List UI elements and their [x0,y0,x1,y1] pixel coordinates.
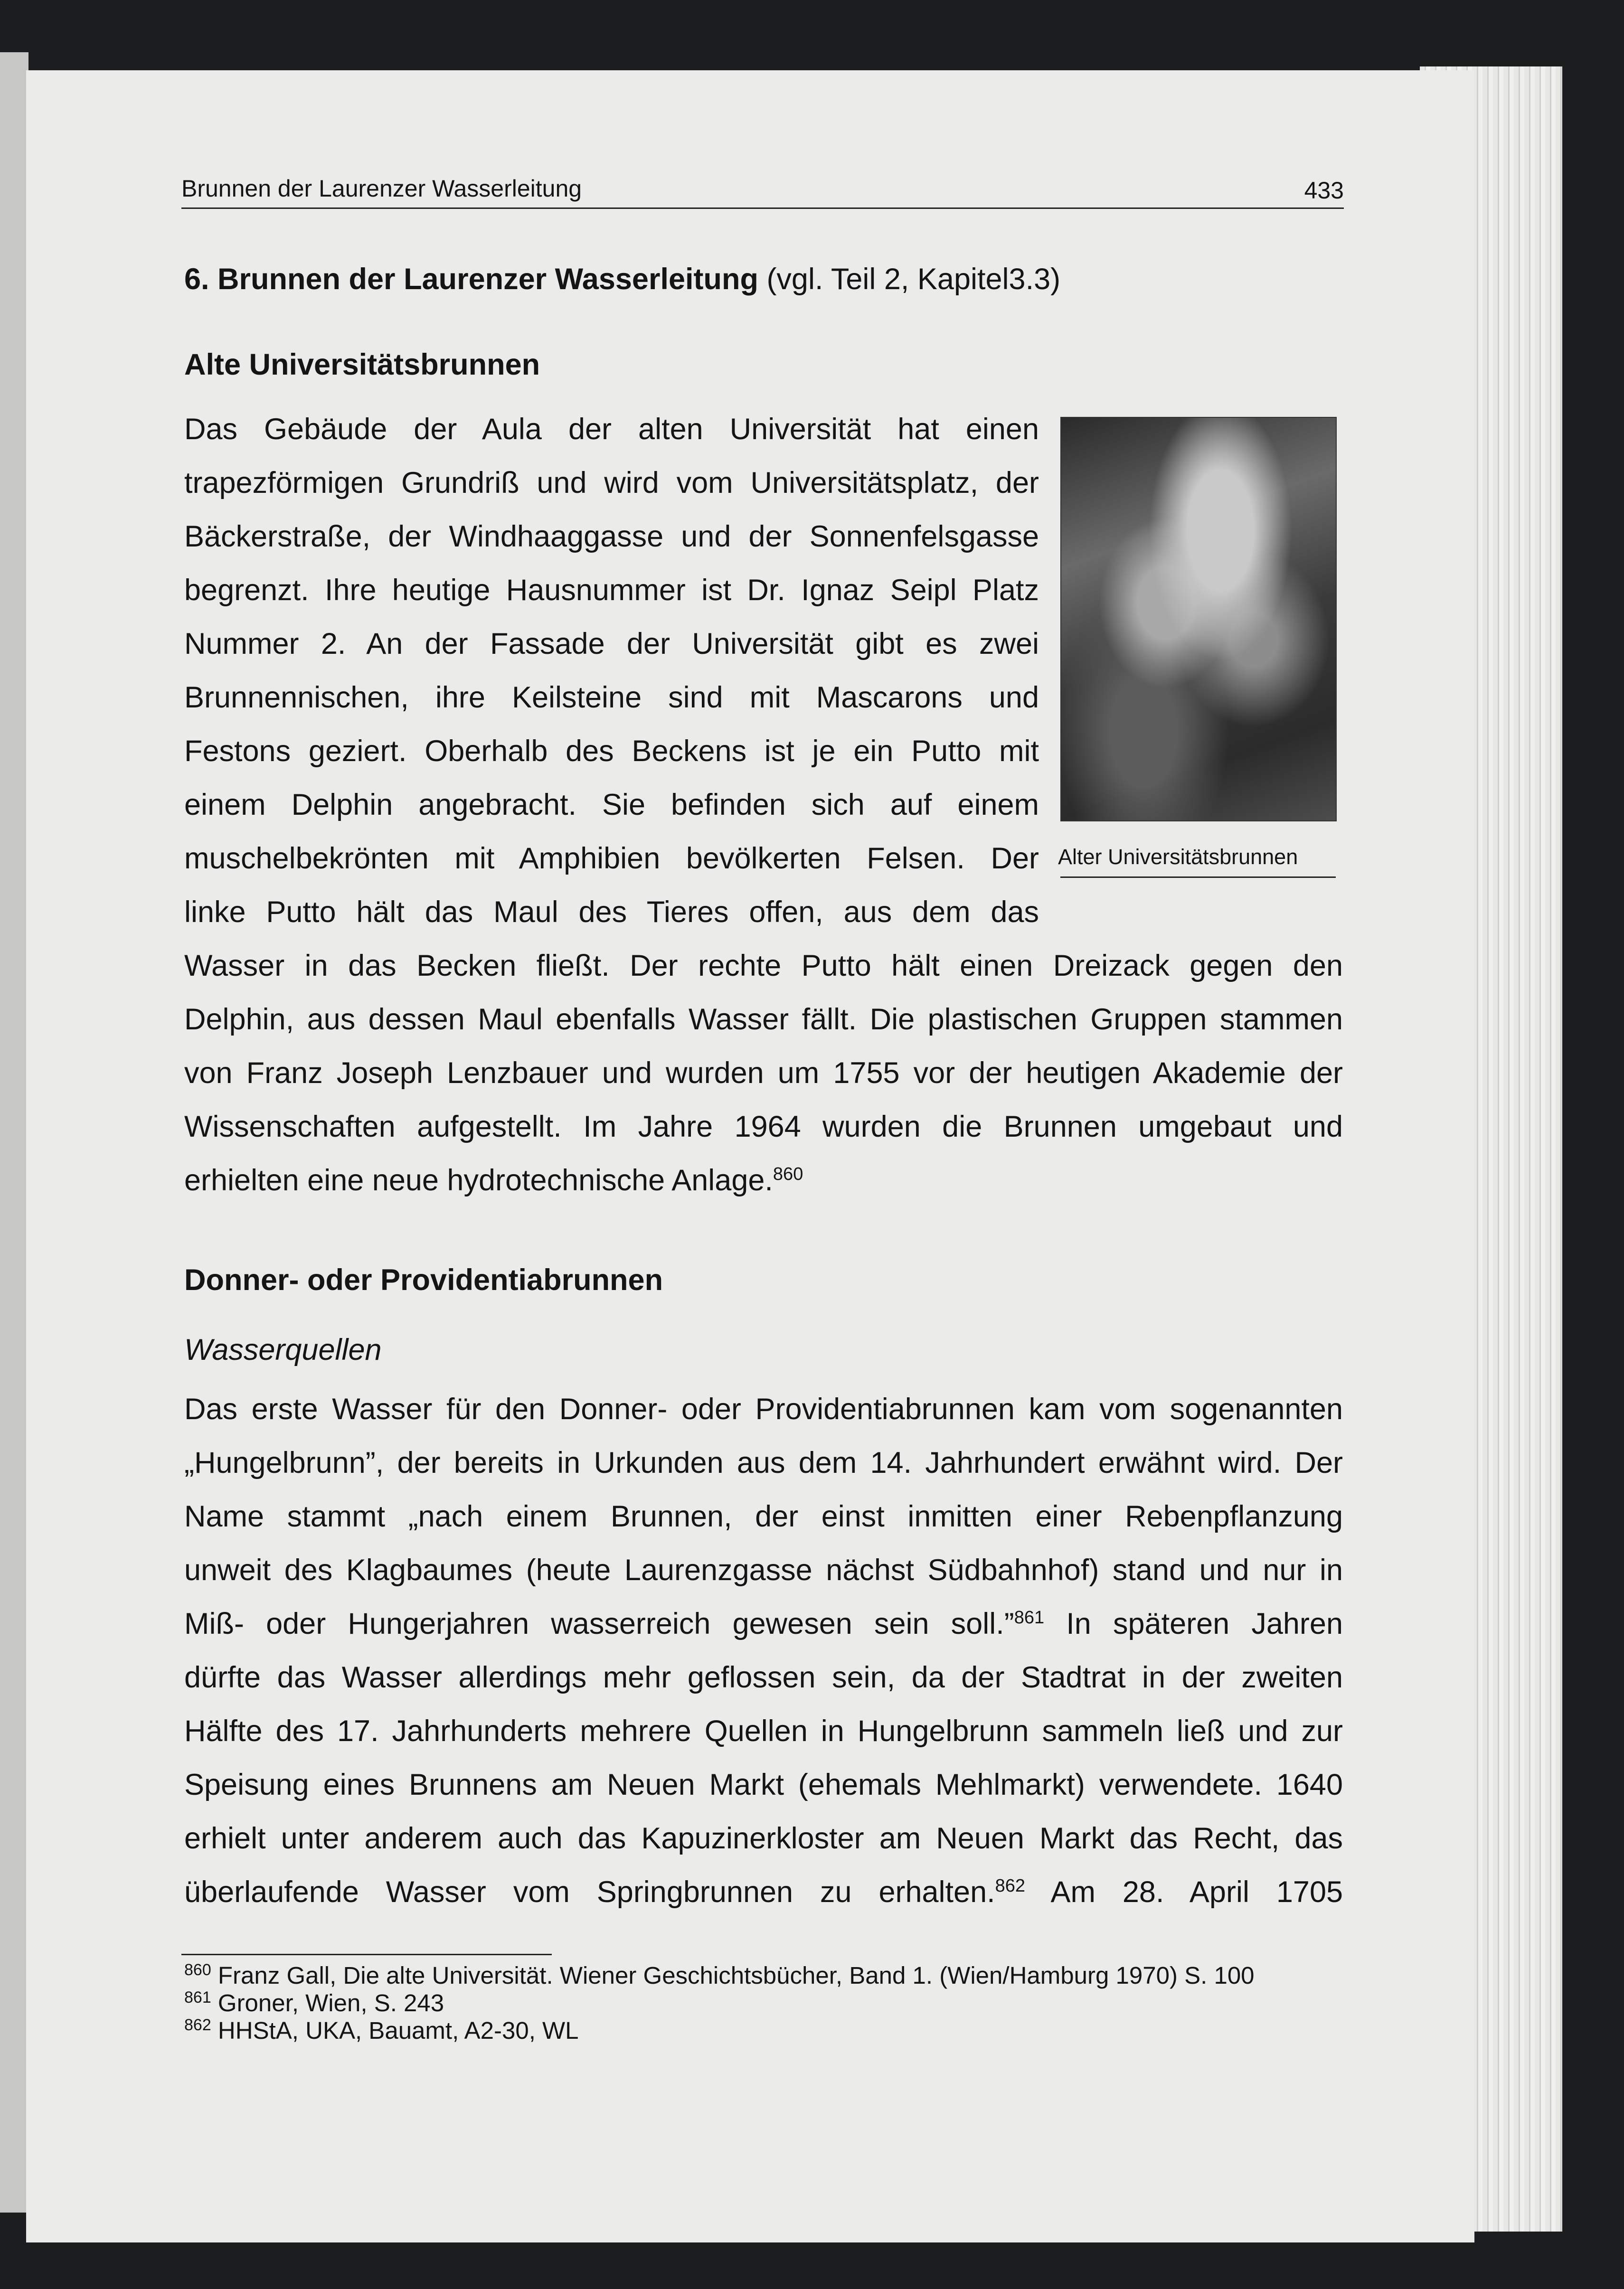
header-title: Brunnen der Laurenzer Wasserleitung [181,175,582,202]
text-line: Wissenschaften aufgestellt. Im Jahre 1964 wurden die Brunnen umgebaut und [184,1110,1343,1143]
heading-alte-universitaetsbrunnen: Alte Universitätsbrunnen [184,348,540,381]
text-line: von Franz Joseph Lenzbauer und wurden um 1755 vor der heutigen Akademie der [184,1056,1343,1090]
footnote-number: 862 [184,2016,211,2034]
paragraph-wasserquellen [184,1383,1343,1919]
figure-caption: Alter Universitätsbrunnen [1058,845,1298,869]
text-line-last [184,1154,1343,1207]
text-fragment: erhielten eine neue hydrotechnische Anlage. [184,1164,773,1197]
text-line: trapezförmigen Grundriß und wird vom Universitätsplatz, der [184,466,1039,499]
footnote-ref-861[interactable]: 861 [1014,1608,1045,1628]
text-fragment: In späteren Jahren [1066,1607,1343,1640]
left-page-edge [0,52,28,2213]
footnote-number: 861 [184,1988,211,2006]
footnote-text: HHStA, UKA, Bauamt, A2-30, WL [217,2017,579,2044]
fountain-photo [1060,417,1337,821]
text-fragment: Am 28. April 1705 [1050,1875,1343,1909]
heading-donner-providentiabrunnen: Donner- oder Providentiabrunnen [184,1263,663,1297]
text-line: Name stammt „nach einem Brunnen, der einst inmitten einer Rebenpflanzung [184,1500,1343,1533]
text-line: Nummer 2. An der Fassade der Universität gibt es zwei [184,627,1039,660]
text-fragment: überlaufende Wasser vom Springbrunnen zu erhalten. [184,1875,995,1909]
text-line: Delphin, aus dessen Maul ebenfalls Wasser fällt. Die plastischen Gruppen stammen [184,1003,1343,1036]
text-line: Speisung eines Brunnens am Neuen Markt (ehemals Mehlmarkt) verwendete. 1640 [184,1768,1343,1801]
text-line: Bäckerstraße, der Windhaaggasse und der Sonnenfelsgasse [184,520,1039,553]
text-line: erhielt unter anderem auch das Kapuzinerkloster am Neuen Markt das Recht, das [184,1822,1343,1855]
text-line: „Hungelbrunn”, der bereits in Urkunden aus dem 14. Jahrhundert erwähnt wird. Der [184,1446,1343,1479]
text-line: Das Gebäude der Aula der alten Universität hat einen [184,413,1039,446]
footnote-text: Franz Gall, Die alte Universität. Wiener Geschichtsbücher, Band 1. (Wien/Hamburg 1970) S. 100 [217,1962,1255,1989]
text-line: Das erste Wasser für den Donner- oder Providentiabrunnen kam vom sogenannten [184,1393,1343,1426]
figure [1058,403,1343,892]
footnote-860 [184,1963,1255,1988]
text-line: begrenzt. Ihre heutige Hausnummer ist Dr. Ignaz Seipl Platz [184,574,1039,607]
footnote-ref-860[interactable]: 860 [773,1164,803,1184]
footnote-861 [184,1988,444,2016]
text-line [184,1597,1343,1651]
subheading-wasserquellen: Wasserquellen [184,1333,382,1366]
footnote-text: Groner, Wien, S. 243 [217,1989,444,2016]
text-line: Wasser in das Becken fließt. Der rechte Putto hält einen Dreizack gegen den [184,949,1343,982]
footnote-862 [184,2018,579,2043]
text-line: linke Putto hält das Maul des Tieres offen, aus dem das [184,895,1039,929]
text-line: Hälfte des 17. Jahrhunderts mehrere Quellen in Hungelbrunn sammeln ließ und zur [184,1714,1343,1748]
page-number: 433 [1304,177,1344,204]
text-line: einem Delphin angebracht. Sie befinden sich auf einem [184,788,1039,821]
section-reference: (vgl. Teil 2, Kapitel3.3) [758,263,1061,296]
footnote-ref-862[interactable]: 862 [995,1876,1026,1896]
paragraph-alte-universitaetsbrunnen [184,403,1343,1210]
text-line [184,1865,1343,1919]
text-line: Brunnennischen, ihre Keilsteine sind mit Mascarons und [184,681,1039,714]
footnote-number: 860 [184,1961,211,1979]
text-line: Festons geziert. Oberhalb des Beckens ist je ein Putto mit [184,735,1039,768]
section-title [184,260,1352,298]
section-number-title: 6. Brunnen der Laurenzer Wasserleitung [184,263,758,296]
text-line: unweit des Klagbaumes (heute Laurenzgasse nächst Südbahnhof) stand und nur in [184,1554,1343,1587]
text-line: muschelbekrönten mit Amphibien bevölkerten Felsen. Der [184,842,1039,875]
footnote-rule [181,1954,552,1955]
text-fragment: Miß- oder Hungerjahren wasserreich gewesen sein soll.” [184,1607,1014,1640]
running-header [181,172,1344,209]
caption-rule [1060,876,1336,878]
text-line: dürfte das Wasser allerdings mehr geflossen sein, da der Stadtrat in der zweiten [184,1661,1343,1694]
